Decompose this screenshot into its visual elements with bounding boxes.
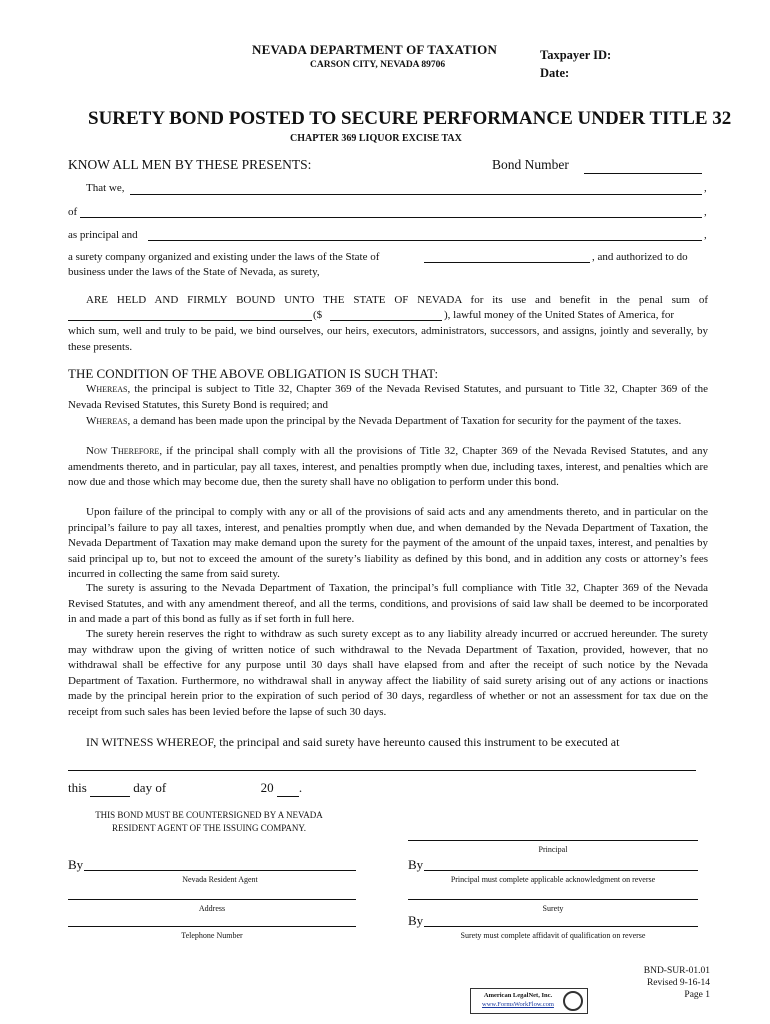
comma: ,	[704, 182, 707, 194]
revised-date: Revised 9-16-14	[646, 978, 710, 988]
principal-signature-field[interactable]	[424, 870, 698, 871]
know-all-heading: KNOW ALL MEN BY THESE PRESENTS:	[68, 157, 312, 172]
principal-ack-note: Principal must complete applicable acknowledgment on reverse	[450, 875, 656, 884]
publisher-url[interactable]: www.FormsWorkFlow.com	[482, 1001, 554, 1008]
form-id: BND-SUR-01.01	[643, 966, 710, 976]
period: .	[298, 780, 303, 795]
address-label: Address	[198, 904, 226, 913]
surety-state-field[interactable]	[424, 262, 590, 263]
dollar-close: ), lawful money of the United States of America, for	[444, 309, 675, 321]
clause-lead: Now Therefore	[86, 445, 160, 457]
publisher-stamp	[470, 988, 588, 1014]
penal-sum-words-field[interactable]	[68, 320, 312, 321]
form-title: SURETY BOND POSTED TO SECURE PERFORMANCE UNDER TITLE 32	[88, 108, 732, 129]
clause-text: , if the principal shall comply with all the provisions of Title 32, Chapter 369 of the Nevada Revised Statutes, and any amendments thereto, and in particular, pay all taxes, interest, and penalties promptly when due, including taxes, interest, and penalties which are now due and those which may become due, then the surety shall have no obligation to perform under this bond.	[68, 445, 708, 489]
year-prefix: 20	[260, 780, 274, 795]
publisher-name: American LegalNet, Inc.	[483, 992, 553, 999]
year-field[interactable]	[277, 780, 299, 797]
department-name: NEVADA DEPARTMENT OF TAXATION	[252, 42, 498, 57]
surety-company-suffix: , and authorized to do	[592, 251, 688, 263]
dollar-open: ($	[313, 309, 323, 321]
clause-text: Upon failure of the principal to comply with any or all of the provisions of said acts and any amendments thereto, and in particular on the principal’s failure to pay all taxes, interest, and penalties promptly when due, and when demanded by the Nevada Department of Taxation, the Nevada Department of Taxation may make demand upon the surety for the payment of the amount of the unpaid taxes, interest, and penalties by said principal up to, but not to exceed the amount of the surety’s liability as defined by this bond, and in addition any costs or attorney’s fees incurred in collecting the same from said surety.	[68, 506, 708, 581]
withdraw-clause	[68, 627, 708, 721]
clause-lead: Whereas	[86, 383, 128, 395]
assuring-clause	[68, 581, 708, 628]
form-footer	[644, 965, 710, 1001]
date-label: Date:	[540, 66, 570, 80]
form-subtitle: CHAPTER 369 LIQUOR EXCISE TAX	[290, 133, 462, 144]
department-city: CARSON CITY, NEVADA 89706	[310, 60, 446, 70]
clause-text: The surety herein reserves the right to withdraw as such surety except as to any liability already incurred or accrued hereunder. The surety may withdraw upon the giving of written notice of such withdrawal to the Nevada Department of Taxation, provided, however, that no withdrawal shall be effective for any purpose until 30 days shall have elapsed from and after the receipt of such notice by the Nevada Department of Taxation. Furthermore, no withdrawal shall in anyway affect the liability of said surety arising out of any actions or inactions made by the principal herein prior to the expiration of such period of 30 days, regardless of whether or not an assessment for tax due on the receipt from such sales has been levied before the lapse of such 30 days.	[68, 628, 708, 718]
of-field[interactable]	[80, 217, 702, 218]
penal-sum-amount-field[interactable]	[330, 320, 442, 321]
held-bound-rest: which sum, well and truly to be paid, we bind ourselves, our heirs, executors, administrators, successors, and assigns, jointly and severally, by these presents.	[68, 325, 708, 353]
telephone-field[interactable]	[68, 926, 356, 927]
by-label: By	[68, 857, 84, 872]
principal-label: Principal	[538, 845, 568, 854]
by-label: By	[408, 913, 424, 928]
countersign-note	[84, 809, 334, 835]
surety-company-text: a surety company organized and existing under the laws of the State of	[68, 251, 380, 263]
surety-name-field[interactable]	[408, 899, 698, 900]
countersign-line-2: RESIDENT AGENT OF THE ISSUING COMPANY.	[111, 823, 307, 833]
bond-number-label: Bond Number	[492, 157, 569, 172]
held-bound-line1: ARE HELD AND FIRMLY BOUND UNTO THE STATE OF NEVADA for its use and benefit in the penal sum of	[86, 294, 708, 306]
execution-date-line	[68, 780, 302, 797]
publisher-seal-icon	[563, 991, 583, 1011]
resident-agent-signature-field[interactable]	[84, 870, 356, 871]
failure-clause	[68, 505, 708, 583]
taxpayer-id-label: Taxpayer ID:	[540, 48, 612, 62]
comma: ,	[704, 229, 707, 241]
whereas-clause-2	[68, 414, 708, 430]
whereas-clause-1	[68, 382, 708, 413]
surety-affidavit-note: Surety must complete affidavit of qualification on reverse	[460, 931, 646, 940]
telephone-label: Telephone Number	[181, 931, 243, 940]
page-number: Page 1	[684, 990, 710, 1000]
witness-clause	[68, 735, 708, 751]
of-label: of	[68, 206, 78, 218]
principal-field[interactable]	[148, 240, 702, 241]
surety-label: Surety	[542, 904, 564, 913]
countersign-line-1: THIS BOND MUST BE COUNTERSIGNED BY A NEVADA	[95, 810, 323, 820]
day-of-label: day of	[133, 780, 167, 795]
address-field[interactable]	[68, 899, 356, 900]
surety-company-line2: business under the laws of the State of Nevada, as surety,	[68, 266, 320, 278]
condition-heading: THE CONDITION OF THE ABOVE OBLIGATION IS SUCH THAT:	[68, 366, 439, 381]
execution-place-field[interactable]	[68, 770, 696, 771]
surety-signature-field[interactable]	[424, 926, 698, 927]
clause-lead: Whereas	[86, 415, 128, 427]
that-we-label: That we,	[86, 182, 125, 194]
comma: ,	[704, 206, 707, 218]
day-field[interactable]	[90, 780, 130, 797]
clause-text: The surety is assuring to the Nevada Department of Taxation, the principal’s full compliance with Title 32, Chapter 369 of the Nevada Revised Statutes, and with any amendment thereof, and all the terms, conditions, and provisions of said law shall be deemed to be incorporated in and made a part of this bond as fully as if set forth in full here.	[68, 582, 708, 626]
clause-text: , the principal is subject to Title 32, Chapter 369 of the Nevada Revised Statutes, and pursuant to Title 32, Chapter 369 of the Nevada Revised Statutes, this Surety Bond is required; and	[68, 383, 708, 411]
now-therefore-clause	[68, 444, 708, 491]
clause-text: , a demand has been made upon the principal by the Nevada Department of Taxation for security for the payment of the taxes.	[127, 415, 682, 427]
bond-number-field[interactable]	[584, 173, 702, 174]
that-we-field[interactable]	[130, 194, 702, 195]
by-label: By	[408, 857, 424, 872]
clause-text: IN WITNESS WHEREOF, the principal and said surety have hereunto caused this instrument to be executed at	[86, 735, 620, 749]
this-label: this	[68, 780, 87, 795]
principal-name-field[interactable]	[408, 840, 698, 841]
resident-agent-label: Nevada Resident Agent	[182, 875, 258, 884]
as-principal-label: as principal and	[68, 229, 138, 241]
